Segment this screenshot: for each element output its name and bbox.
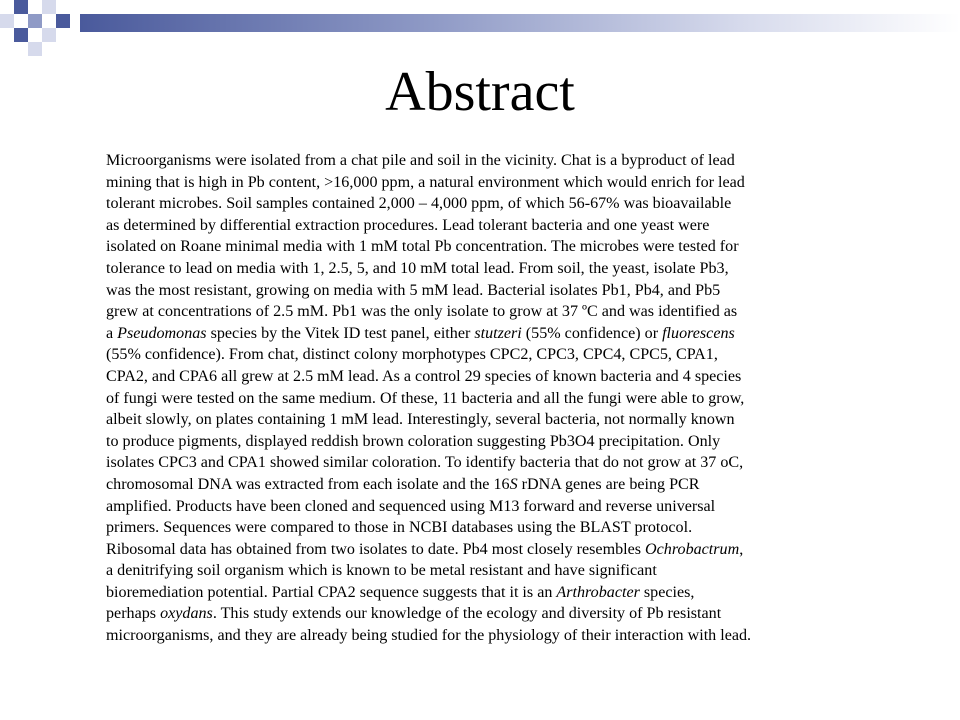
abstract-text: (55% confidence). From chat, distinct colony morphotypes CPC2, CPC3, CPC4, CPC5, CPA1,: [106, 346, 718, 364]
italic-term: S: [509, 475, 518, 493]
abstract-paragraph: [106, 150, 866, 647]
abstract-line: [106, 388, 866, 410]
abstract-text: ,: [739, 540, 744, 558]
deco-square: [14, 28, 28, 42]
abstract-text: Microorganisms were isolated from a chat pile and soil in the vicinity. Chat is a byproduct of lead: [106, 152, 735, 169]
abstract-line: [106, 603, 866, 625]
deco-square: [28, 42, 42, 56]
abstract-text: albeit slowly, on plates containing 1 mM lead. Interestingly, several bacteria, not normally known: [106, 411, 735, 429]
abstract-text: isolates CPC3 and CPA1 showed similar coloration. To identify bacteria that do not grow at 37 oC,: [106, 454, 744, 472]
abstract-line: [106, 236, 866, 258]
abstract-text: isolated on Roane minimal media with 1 mM total Pb concentration. The microbes were tested for: [106, 238, 739, 256]
deco-square: [28, 14, 42, 28]
abstract-line: [106, 539, 866, 561]
abstract-text: mining that is high in Pb content, >16,000 ppm, a natural environment which would enrich for lead: [106, 173, 745, 191]
abstract-line: [106, 323, 866, 345]
abstract-line: [106, 582, 866, 604]
deco-square: [42, 28, 56, 42]
abstract-text: a: [106, 324, 118, 342]
abstract-line: [106, 496, 866, 518]
abstract-text: a denitrifying soil organism which is known to be metal resistant and have significant: [106, 562, 657, 580]
abstract-line: [106, 517, 866, 539]
abstract-line: [106, 258, 866, 280]
header-gradient-bar: [80, 14, 960, 32]
abstract-line: [106, 409, 866, 431]
abstract-line: [106, 625, 866, 647]
abstract-text: as determined by differential extraction procedures. Lead tolerant bacteria and one yeast were: [106, 216, 710, 234]
italic-term: Arthrobacter: [556, 583, 640, 601]
abstract-text: bioremediation potential. Partial CPA2 sequence suggests that it is an: [106, 583, 557, 601]
abstract-line: [106, 474, 866, 496]
abstract-text: tolerance to lead on media with 1, 2.5, 5, and 10 mM total lead. From soil, the yeast, isolate Pb3,: [106, 259, 729, 277]
italic-term: oxydans: [160, 605, 213, 623]
abstract-text: species,: [639, 583, 695, 601]
abstract-line: [106, 280, 866, 302]
abstract-text: amplified. Products have been cloned and sequenced using M13 forward and reverse universal: [106, 497, 716, 515]
abstract-text: perhaps: [106, 605, 161, 623]
abstract-text: (55% confidence) or: [521, 324, 663, 342]
decorative-squares: [0, 0, 80, 64]
abstract-line: [106, 344, 866, 366]
abstract-text: was the most resistant, growing on media with 5 mM lead. Bacterial isolates Pb1, Pb4, and Pb5: [106, 281, 721, 299]
abstract-text: Ribosomal data has obtained from two isolates to date. Pb4 most closely resembles: [106, 540, 646, 558]
page-title: Abstract: [385, 61, 575, 123]
abstract-text: CPA2, and CPA6 all grew at 2.5 mM lead. As a control 29 species of known bacteria and 4 species: [106, 367, 742, 385]
abstract-line: [106, 215, 866, 237]
deco-square: [42, 0, 56, 14]
abstract-text: chromosomal DNA was extracted from each isolate and the 16: [106, 475, 510, 493]
abstract-text: tolerant microbes. Soil samples contained 2,000 – 4,000 ppm, of which 56-67% was bioavailable: [106, 195, 732, 213]
abstract-line: [106, 431, 866, 453]
abstract-text: . This study extends our knowledge of the ecology and diversity of Pb resistant: [212, 605, 722, 623]
abstract-line: [106, 150, 866, 172]
abstract-line: [106, 172, 866, 194]
abstract-text: primers. Sequences were compared to those in NCBI databases using the BLAST protocol.: [106, 519, 693, 537]
italic-term: fluorescens: [662, 324, 735, 342]
italic-term: Ochrobactrum: [645, 540, 740, 558]
abstract-text: rDNA genes are being PCR: [517, 475, 700, 493]
italic-term: stutzeri: [474, 324, 522, 342]
abstract-text: to produce pigments, displayed reddish brown coloration suggesting Pb3O4 precipitation. Only: [106, 432, 721, 450]
abstract-text: grew at concentrations of 2.5 mM. Pb1 was the only isolate to grow at 37 ºC and was identified as: [106, 303, 738, 321]
abstract-text: of fungi were tested on the same medium. Of these, 11 bacteria and all the fungi were able to grow,: [106, 389, 745, 407]
abstract-text: species by the Vitek ID test panel, either: [206, 324, 475, 342]
abstract-text: microorganisms, and they are already being studied for the physiology of their interaction with lead.: [106, 627, 752, 645]
italic-term: Pseudomonas: [117, 324, 207, 342]
deco-square: [0, 14, 14, 28]
abstract-line: [106, 301, 866, 323]
abstract-line: [106, 560, 866, 582]
abstract-line: [106, 193, 866, 215]
abstract-line: [106, 366, 866, 388]
deco-square: [56, 14, 70, 28]
abstract-line: [106, 452, 866, 474]
deco-square: [14, 0, 28, 14]
